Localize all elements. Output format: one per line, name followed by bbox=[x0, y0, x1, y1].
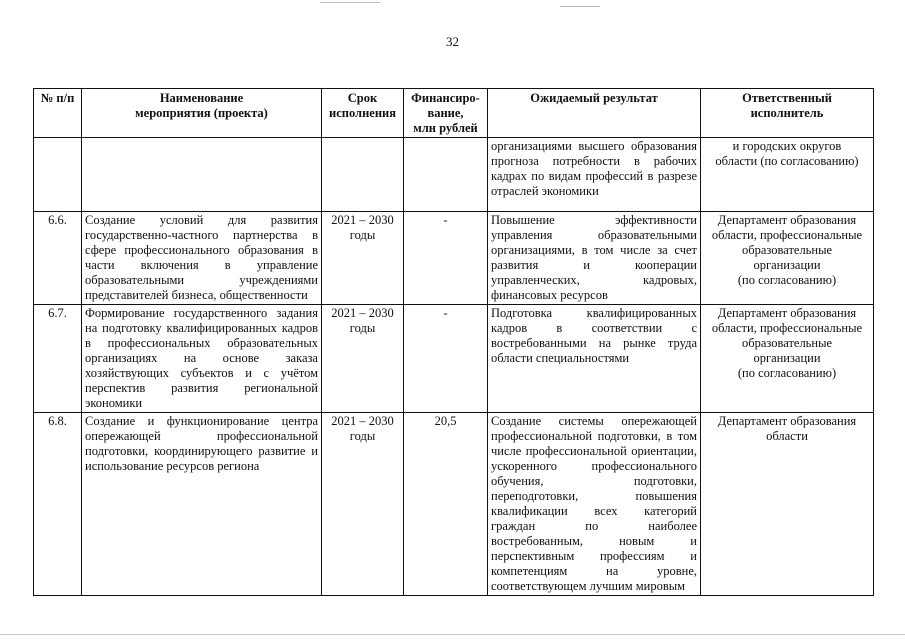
cell-name: Формирование государственного задания на подготовку квалифицированных кадров в профессиональных образовательных организациях на основе заказа хозяйствующих субъектов и с учётом перспектив развития региональной экономики bbox=[82, 305, 322, 413]
cell-term bbox=[322, 138, 404, 212]
header-financing: Финансиро- вание, млн рублей bbox=[404, 89, 488, 138]
header-name: Наименование мероприятия (проекта) bbox=[82, 89, 322, 138]
header-num: № п/п bbox=[34, 89, 82, 138]
table-row bbox=[34, 413, 874, 596]
cell-financing: - bbox=[404, 212, 488, 305]
scan-artifact bbox=[320, 2, 380, 3]
measures-table bbox=[33, 88, 874, 596]
cell-term: 2021 – 2030 годы bbox=[322, 413, 404, 596]
cell-financing bbox=[404, 138, 488, 212]
scan-artifact bbox=[560, 6, 600, 7]
cell-executor: Департамент образования области, профессиональные образовательные организации (по согласованию) bbox=[701, 305, 874, 413]
cell-num bbox=[34, 138, 82, 212]
table-header-row bbox=[34, 89, 874, 138]
cell-result: Подготовка квалифицированных кадров в соответствии с востребованными на рынке труда области специальностями bbox=[488, 305, 701, 413]
page-number: 32 bbox=[446, 34, 459, 49]
cell-executor: Департамент образования области bbox=[701, 413, 874, 596]
cell-term: 2021 – 2030 годы bbox=[322, 212, 404, 305]
scan-artifact bbox=[0, 634, 905, 635]
cell-executor: Департамент образования области, профессиональные образовательные организации (по согласованию) bbox=[701, 212, 874, 305]
cell-term: 2021 – 2030 годы bbox=[322, 305, 404, 413]
cell-result: Повышение эффективности управления образовательными организациями, в том числе за счет развития и кооперации управленческих, кадровых, финансовых ресурсов bbox=[488, 212, 701, 305]
cell-executor: и городских округов области (по согласованию) bbox=[701, 138, 874, 212]
cell-financing: - bbox=[404, 305, 488, 413]
cell-result: организациями высшего образования прогноза потребности в рабочих кадрах по видам профессий в разрезе отраслей экономики bbox=[488, 138, 701, 212]
header-executor: Ответственный исполнитель bbox=[701, 89, 874, 138]
header-term: Срок исполнения bbox=[322, 89, 404, 138]
table-row bbox=[34, 212, 874, 305]
cell-num: 6.7. bbox=[34, 305, 82, 413]
cell-name: Создание условий для развития государственно-частного партнерства в сфере профессионального образования в части включения в управление образовательными учреждениями представителей бизнеса, общественности bbox=[82, 212, 322, 305]
table-row bbox=[34, 138, 874, 212]
cell-financing: 20,5 bbox=[404, 413, 488, 596]
cell-result: Создание системы опережающей профессиональной подготовки, в том числе профессиональной ориентации, ускоренного профессионального обучения, подготовки, переподготовки, повышения квалификации всех категорий граждан по наиболее востребованным, новым и перспективным профессиям и компетенциям на уровне, соответствующем лучшим мировым bbox=[488, 413, 701, 596]
header-result: Ожидаемый результат bbox=[488, 89, 701, 138]
cell-name bbox=[82, 138, 322, 212]
cell-name: Создание и функционирование центра опережающей профессиональной подготовки, координирующего развитие и использование ресурсов региона bbox=[82, 413, 322, 596]
cell-num: 6.8. bbox=[34, 413, 82, 596]
cell-num: 6.6. bbox=[34, 212, 82, 305]
table-row bbox=[34, 305, 874, 413]
